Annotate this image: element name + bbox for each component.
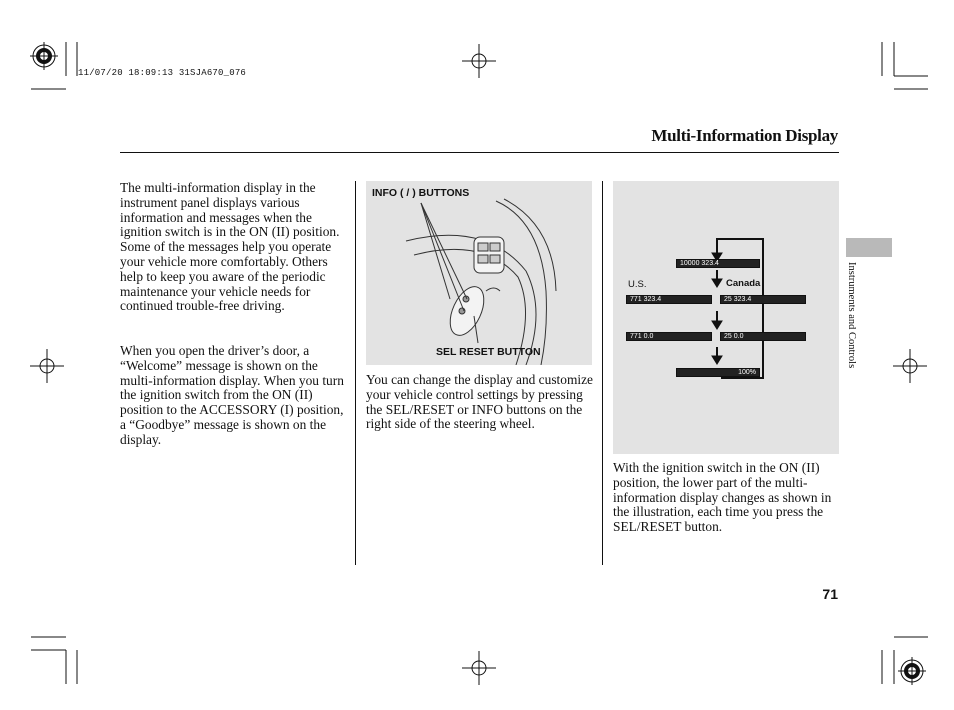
display-us-reset: 771 0.0 [626, 332, 712, 341]
section-tab-label: Instruments and Controls [846, 262, 857, 369]
display-odometer: 10000 323.4 [676, 259, 760, 268]
sel-reset-button-label: SEL RESET BUTTON [436, 346, 541, 358]
buttons-paragraph: You can change the display and customize your vehicle control settings by pressing the SEL/RESET or INFO buttons on the right side of the steering wheel. [366, 372, 593, 432]
column-divider-2 [602, 181, 603, 565]
intro-paragraph: The multi-information display in the instrument panel displays various information and messages when the ignition switch is in the ON (II) position. Some of the messages help you operate your vehicle more comfortably. Others help to keep you aware of the periodic maintenance your vehicle needs for continued trouble-free driving. [120, 180, 340, 314]
display-canada-reset: 25 0.0 [720, 332, 806, 341]
display-sequence-figure [613, 181, 839, 454]
registration-target-bottom [898, 657, 926, 685]
sequence-arrows [613, 181, 839, 454]
page-number: 71 [822, 586, 838, 602]
canada-label: Canada [726, 278, 761, 289]
info-buttons-label: INFO ( / ) BUTTONS [372, 187, 470, 199]
steering-wheel-figure [366, 181, 592, 365]
display-oil-life: 100% [676, 368, 760, 377]
page-title: Multi-Information Display [651, 126, 838, 145]
display-us-trip: 771 323.4 [626, 295, 712, 304]
steering-wheel-illustration [366, 181, 592, 365]
display-canada-trip: 25 323.4 [720, 295, 806, 304]
sel-reset-paragraph: With the ignition switch in the ON (II) position, the lower part of the multi-information display changes as shown in the illustration, each time you press the SEL/RESET button. [613, 460, 832, 535]
column-divider-1 [355, 181, 356, 565]
header-rule [120, 152, 839, 153]
registration-target-top [30, 42, 58, 70]
us-label: U.S. [628, 279, 647, 290]
welcome-paragraph: When you open the driver’s door, a “Welcome” message is shown on the multi-information display. When you turn the ignition switch from the ON (II) position to the ACCESSORY (I) position, a “Goodbye” message is shown on the display. [120, 343, 344, 447]
print-slug: 11/07/20 18:09:13 31SJA670_076 [78, 68, 247, 78]
section-tab [846, 238, 892, 257]
